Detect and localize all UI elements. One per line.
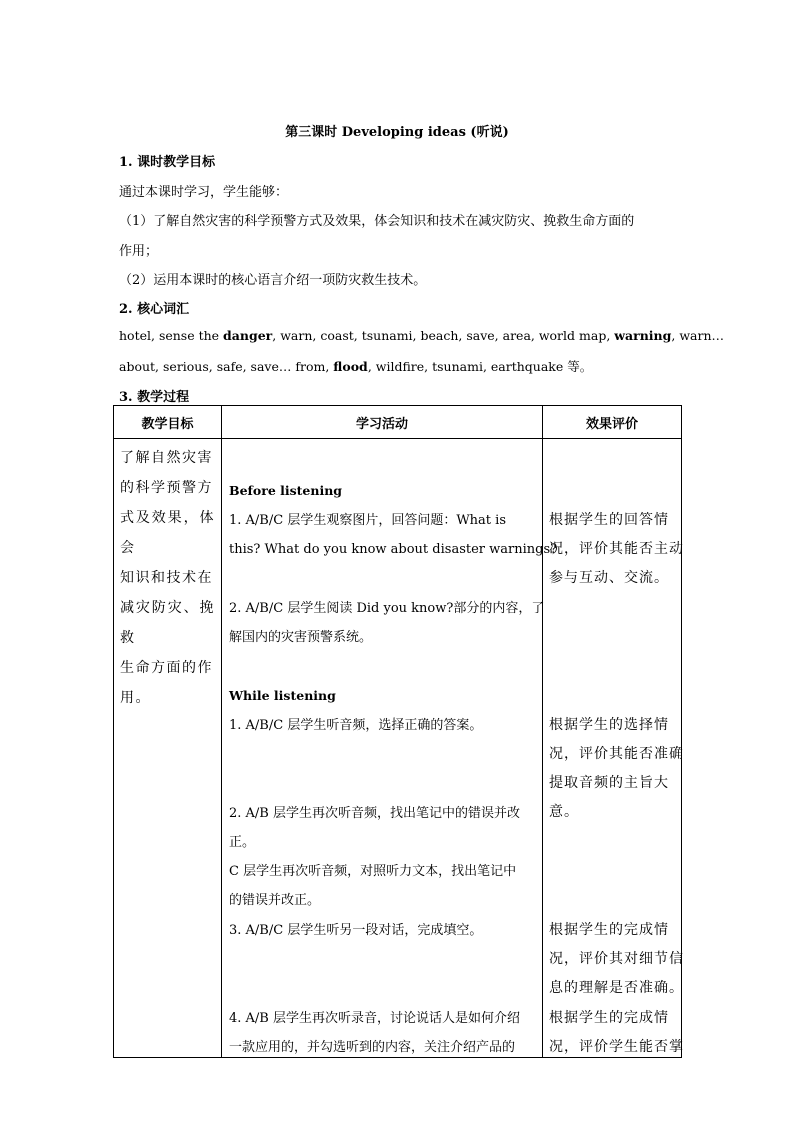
goal-line: 的科学预警方 [120,480,213,496]
activity-line: 1. A/B/C 层学生听音频，选择正确的答案。 [229,718,483,733]
activity-line: 的错误并改正。 [229,893,321,908]
objective-1-line-2: 作用； [119,244,159,259]
vocab-key-word: danger [223,328,273,343]
page-title: 第三课时 Developing ideas (听说) [285,125,509,140]
vocab-key-word: warning [614,328,672,343]
while-listening-heading: While listening [229,688,336,703]
goal-cell [114,439,222,1058]
activity-line: 正。 [229,835,256,850]
evaluation-line: 根据学生的回答情 [549,512,669,528]
objectives-intro: 通过本课时学习，学生能够： [119,185,289,200]
goal-line: 减灾防灾、挽救 [120,600,215,646]
activity-line: C 层学生再次听音频，对照听力文本，找出笔记中 [229,864,517,879]
vocab-text: , wildfire, tsunami, earthquake 等。 [367,359,593,374]
section-heading-objectives: 1. 课时教学目标 [119,155,216,170]
header-goal: 教学目标 [114,406,222,439]
evaluation-line: 根据学生的完成情 [549,1010,669,1026]
evaluation-line: 参与互动、交流。 [549,570,669,586]
activity-line: 解国内的灾害预警系统。 [229,630,373,645]
vocab-text: , warn, coast, tsunami, beach, save, area, world map, [272,328,615,343]
vocab-text: , warn… [671,328,725,343]
goal-line: 了解自然灾害 [120,450,213,466]
evaluation-line: 提取音频的主旨大 [549,775,669,791]
evaluation-block [543,439,684,1057]
before-listening-heading: Before listening [229,483,343,498]
evaluation-line: 息的理解是否准确。 [549,980,684,996]
vocabulary-line-1 [119,328,725,343]
activity-line: 一款应用的，并勾选听到的内容，关注介绍产品的 [229,1040,516,1055]
header-evaluation: 效果评价 [543,406,682,439]
vocab-key-word: flood [333,359,368,374]
goal-line: 式及效果，体会 [120,510,215,556]
goal-text [114,439,221,713]
vocab-text: about, serious, safe, save… from, [119,359,334,374]
goal-line: 知识和技术在 [120,570,213,586]
goal-line: 生命方面的作 [120,660,213,676]
activity-cell [222,439,558,1058]
vocabulary-line-2 [119,357,675,375]
table-header-row [114,406,682,439]
evaluation-line: 况，评价其能否准确 [549,746,684,762]
table-row [114,439,682,1058]
vocab-text: hotel, sense the [119,328,224,343]
evaluation-line: 况，评价其能否主动 [549,541,684,557]
evaluation-line: 根据学生的选择情 [549,717,669,733]
evaluation-cell [543,439,682,1058]
activity-line: 3. A/B/C 层学生听另一段对话，完成填空。 [229,923,483,938]
activity-line: 2. A/B 层学生再次听音频，找出笔记中的错误并改 [229,806,520,821]
activity-line: 4. A/B 层学生再次听录音，讨论说话人是如何介绍 [229,1011,520,1026]
activity-line: 2. A/B/C 层学生阅读 Did you know?部分的内容，了 [229,601,545,616]
header-activity: 学习活动 [222,406,543,439]
evaluation-line: 况，评价其对细节信 [549,951,684,967]
teaching-process-table [113,405,682,1058]
activity-line: this? What do you know about disaster warnings? [229,542,558,557]
activity-line: 1. A/B/C 层学生观察图片，回答问题：What is [229,513,506,528]
evaluation-line: 根据学生的完成情 [549,922,669,938]
objective-1-line-1: （1）了解自然灾害的科学预警方式及效果，体会知识和技术在减灾防灾、挽救生命方面的 [119,214,635,229]
section-heading-process: 3. 教学过程 [119,390,190,405]
section-heading-vocabulary: 2. 核心词汇 [119,302,190,317]
activity-block [222,439,558,1057]
goal-line: 用。 [120,690,151,706]
objective-2: （2）运用本课时的核心语言介绍一项防灾救生技术。 [119,273,427,288]
evaluation-line: 意。 [549,804,579,820]
evaluation-line: 况，评价学生能否掌 [549,1039,684,1055]
